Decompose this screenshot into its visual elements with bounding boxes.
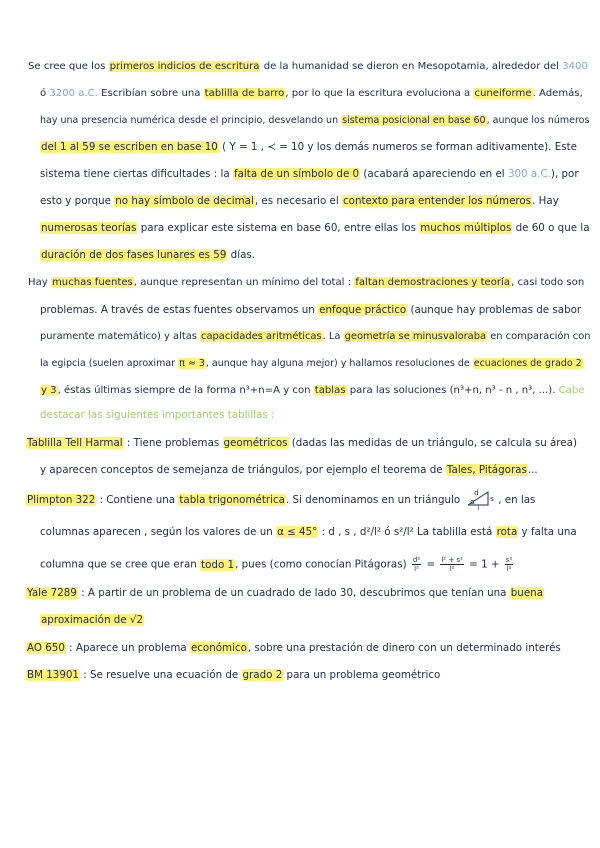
highlight: aproximación de √2 bbox=[41, 614, 144, 626]
numerator: l² + s² bbox=[441, 556, 463, 564]
note-green: destacar las siguientes importantes tablillas : bbox=[40, 409, 275, 421]
tablet-title: AO 650 bbox=[27, 642, 65, 654]
text: , casi todo son bbox=[511, 277, 585, 288]
text: columna que se cree que eran bbox=[40, 558, 201, 571]
highlight: muchos múltiplos bbox=[420, 222, 512, 234]
text: La tablilla está bbox=[413, 526, 496, 538]
p2-line-5 bbox=[40, 384, 584, 398]
numerator: s² bbox=[505, 556, 513, 564]
plimpton-line-2 bbox=[40, 525, 577, 539]
highlight: tablas bbox=[314, 385, 346, 396]
fraction-l2s2-l2 bbox=[440, 556, 464, 573]
fraction-d2-l2 bbox=[412, 556, 421, 573]
highlight: capacidades aritméticas bbox=[201, 331, 322, 342]
highlight: enfoque práctico bbox=[319, 304, 407, 316]
p2-line-4 bbox=[40, 357, 583, 371]
text: : Se resuelve una ecuación de bbox=[79, 669, 242, 681]
text: (acabará apareciendo en el bbox=[360, 168, 508, 180]
tablet-title: Yale 7289 bbox=[27, 587, 77, 599]
text: . La bbox=[322, 331, 344, 342]
highlight: ecuaciones de grado 2 bbox=[473, 358, 582, 369]
highlight: contexto para entender los números bbox=[343, 195, 532, 207]
note-green: Cabe bbox=[558, 385, 585, 396]
text: y falta una bbox=[518, 526, 577, 538]
text: , pues (como conocían Pitágoras) bbox=[235, 558, 407, 571]
highlight: buena bbox=[510, 587, 543, 599]
highlight: del 1 al 59 se escriben en base 10 bbox=[41, 141, 218, 153]
text: , por lo que la escritura evoluciona a bbox=[285, 88, 474, 99]
highlight: geometría se minusvaloraba bbox=[344, 331, 487, 342]
text: : A partir de un problema de un cuadrado de lado 30, descubrimos que tenían una bbox=[77, 587, 510, 599]
text: días. bbox=[227, 249, 256, 261]
highlight: sistema posicional en base 60 bbox=[342, 115, 486, 126]
text: (dadas las medidas de un triángulo, se calcula su área) bbox=[288, 437, 577, 449]
text: de la humanidad se dieron en Mesopotamia, alrededor del bbox=[260, 61, 563, 72]
highlight: faltan demostraciones y teoría bbox=[355, 277, 511, 288]
highlight: económico bbox=[190, 642, 247, 654]
plimpton-line-3 bbox=[40, 556, 515, 573]
bm-line-1 bbox=[26, 668, 440, 682]
p1-line-3 bbox=[40, 114, 589, 128]
p2-line-2 bbox=[40, 303, 581, 317]
text: , aunque representan un mínimo del total : bbox=[133, 277, 355, 288]
highlight: Tales, Pitágoras bbox=[446, 464, 527, 476]
p1-line-7 bbox=[40, 221, 590, 235]
triangle-diagram bbox=[464, 489, 494, 511]
p1-line-1 bbox=[28, 60, 588, 74]
highlight: rota bbox=[496, 526, 518, 538]
highlight: tablilla de barro bbox=[204, 88, 285, 99]
p2-line-6 bbox=[40, 408, 274, 422]
text: : Aparece un problema bbox=[65, 642, 190, 654]
p1-line-2 bbox=[40, 87, 583, 101]
text: hay una presencia numérica desde el principio, desvelando un bbox=[40, 115, 342, 126]
highlight: duración de dos fases lunares es 59 bbox=[41, 249, 227, 261]
equals-one-plus: = 1 + bbox=[465, 558, 503, 571]
text: Hay bbox=[28, 277, 51, 288]
text: . Además, bbox=[532, 88, 583, 99]
highlight: falta de un símbolo de 0 bbox=[234, 168, 360, 180]
tablet-title: Plimpton 322 bbox=[27, 494, 96, 506]
denominator: l² bbox=[414, 565, 419, 573]
highlight: numerosas teorías bbox=[41, 222, 137, 234]
date-blue: 3200 a.C. bbox=[49, 88, 98, 99]
highlight: primeros indicios de escritura bbox=[109, 61, 260, 72]
text: , éstas últimas siempre de la forma n³+n=A y con bbox=[57, 385, 314, 396]
denominator: l² bbox=[506, 565, 512, 573]
ratios: : d , s , d²/l² ó s²/l² bbox=[318, 526, 414, 538]
text: para un problema geométrico bbox=[283, 669, 441, 681]
p1-line-4 bbox=[40, 140, 577, 154]
text: y aparecen conceptos de semejanza de triángulos, por ejemplo el teorema de bbox=[40, 464, 446, 476]
text: . Hay bbox=[532, 195, 559, 207]
yale-line-2 bbox=[40, 613, 144, 627]
p1-line-5 bbox=[40, 167, 579, 181]
yale-line-1 bbox=[26, 586, 544, 600]
tell-harmal-line-1 bbox=[26, 436, 577, 450]
date-blue: 3400 bbox=[562, 61, 588, 72]
text: Se cree que los bbox=[28, 61, 109, 72]
text: ), por bbox=[550, 168, 579, 180]
triangle-label-alpha: α bbox=[470, 498, 475, 506]
text: en comparación con bbox=[487, 331, 591, 342]
highlight: geométricos bbox=[223, 437, 288, 449]
highlight: π ≈ 3 bbox=[179, 358, 205, 369]
text: , es necesario el bbox=[254, 195, 343, 207]
tablet-title: Tablilla Tell Harmal bbox=[27, 437, 123, 449]
triangle-label-l: l bbox=[477, 504, 480, 512]
text: (aunque hay problemas de sabor bbox=[407, 304, 582, 316]
p1-line-8 bbox=[40, 248, 255, 262]
text: , sobre una prestación de dinero con un determinado interés bbox=[247, 642, 561, 654]
text: la egipcia (suelen aproximar bbox=[40, 358, 179, 369]
text: ... bbox=[527, 464, 538, 476]
text: para explicar este sistema en base 60, entre ellas los bbox=[137, 222, 420, 234]
text: para las soluciones (n³+n, n³ - n , n³, ...). bbox=[346, 385, 559, 396]
highlight: y 3 bbox=[41, 385, 57, 396]
fraction-s2-l2 bbox=[505, 556, 513, 573]
text: problemas. A través de estas fuentes observamos un bbox=[40, 304, 319, 316]
highlight: todo 1 bbox=[201, 558, 235, 571]
text: Escribían sobre una bbox=[97, 88, 204, 99]
text: , aunque hay alguna mejor) y hallamos resoluciones de bbox=[205, 358, 473, 369]
numerator: d² bbox=[412, 556, 421, 564]
text: ( bbox=[218, 141, 230, 153]
text: , aunque los números bbox=[486, 115, 590, 126]
highlight: grado 2 bbox=[242, 669, 283, 681]
p1-line-6 bbox=[40, 194, 559, 208]
text: , en las bbox=[498, 494, 536, 506]
text: : Contiene una bbox=[96, 494, 179, 506]
highlight: muchas fuentes bbox=[51, 277, 133, 288]
p2-line-3 bbox=[40, 330, 591, 344]
cuneiform-symbols: Y = 1 , ≺ = 10 bbox=[229, 141, 305, 153]
denominator: l² bbox=[449, 565, 455, 573]
tell-harmal-line-2 bbox=[40, 463, 538, 477]
date-blue: 300 a.C. bbox=[507, 168, 551, 180]
highlight: α ≤ 45° bbox=[277, 526, 318, 538]
text: puramente matemático) y altas bbox=[40, 331, 201, 342]
highlight: no hay símbolo de decimal bbox=[115, 195, 254, 207]
tablet-title: BM 13901 bbox=[27, 669, 79, 681]
triangle-label-s: s bbox=[490, 495, 494, 503]
text: . Si denominamos en un triángulo bbox=[285, 494, 461, 506]
plimpton-line-1 bbox=[26, 489, 535, 511]
text: sistema tiene ciertas dificultades : la bbox=[40, 168, 233, 180]
p2-line-1 bbox=[28, 276, 584, 290]
equals: = bbox=[423, 558, 439, 571]
text: esto y porque bbox=[40, 195, 115, 207]
triangle-label-d: d bbox=[474, 489, 479, 497]
text: de 60 o que la bbox=[512, 222, 590, 234]
highlight: cuneiforme bbox=[474, 88, 532, 99]
ao-line-1 bbox=[26, 641, 561, 655]
text: columnas aparecen , según los valores de un bbox=[40, 526, 277, 538]
text: ó bbox=[40, 88, 50, 99]
text: y los demás numeros se forman aditivamente). Este bbox=[304, 141, 577, 153]
highlight: tabla trigonométrica bbox=[179, 494, 285, 506]
text: : Tiene problemas bbox=[123, 437, 223, 449]
